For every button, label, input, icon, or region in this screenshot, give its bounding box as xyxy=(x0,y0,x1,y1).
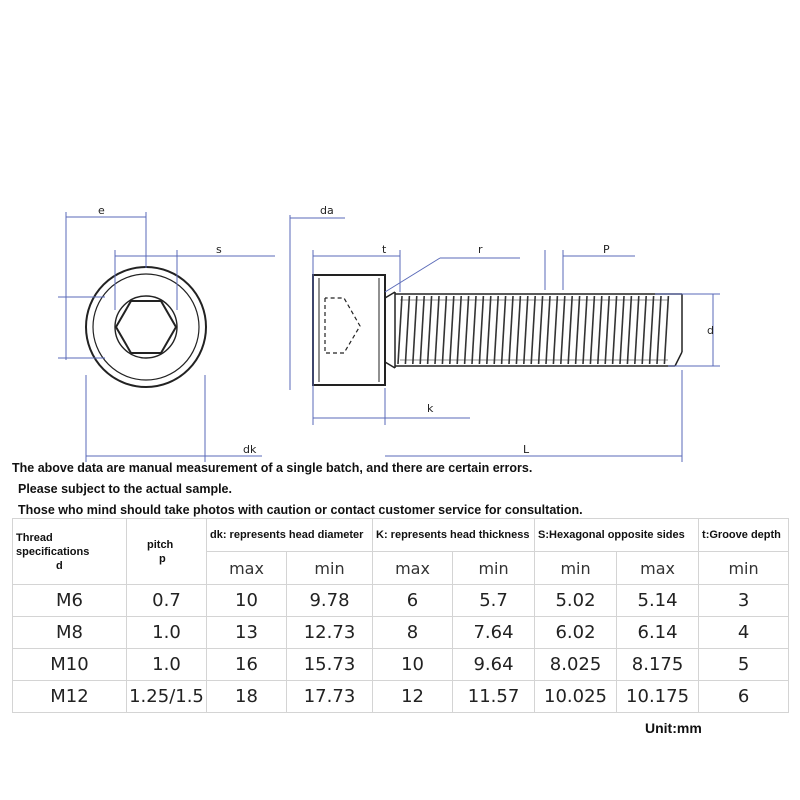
thread-line xyxy=(450,296,454,364)
thread-line xyxy=(465,296,469,364)
thread-line xyxy=(398,296,402,364)
thread-line xyxy=(657,296,661,364)
subheader-cell: max xyxy=(373,552,453,585)
label-L: L xyxy=(523,443,530,456)
table-cell: 6.02 xyxy=(535,617,617,649)
thread-line xyxy=(516,296,520,364)
header-dk: dk: represents head diameter xyxy=(207,519,373,552)
table-cell: 7.64 xyxy=(453,617,535,649)
thread-line xyxy=(405,296,409,364)
subheader-cell: min xyxy=(453,552,535,585)
subheader-cell: min xyxy=(699,552,789,585)
thread-line xyxy=(613,296,617,364)
header-pitch: pitch p xyxy=(127,519,207,585)
thread-line xyxy=(509,296,513,364)
end-view-dimension-lines xyxy=(58,212,275,462)
thread-line xyxy=(531,296,535,364)
thread-line xyxy=(635,296,639,364)
thread-line xyxy=(442,296,446,364)
thread-line xyxy=(642,296,646,364)
note-line-1: The above data are manual measurement of a single batch, and there are certain errors. xyxy=(12,461,533,475)
thread-line xyxy=(457,296,461,364)
table-cell: M12 xyxy=(13,681,127,713)
thread-line xyxy=(553,296,557,364)
subheader-cell: max xyxy=(207,552,287,585)
table-cell: 10 xyxy=(207,585,287,617)
table-cell: 5 xyxy=(699,649,789,681)
table-cell: 10.025 xyxy=(535,681,617,713)
table-cell: 10.175 xyxy=(617,681,699,713)
note-line-3: Those who mind should take photos with caution or contact customer service for consultation. xyxy=(18,503,583,517)
end-view xyxy=(86,267,206,387)
thread-line xyxy=(502,296,506,364)
label-dk: dk xyxy=(243,443,257,456)
table-cell: 18 xyxy=(207,681,287,713)
header-t: t:Groove depth xyxy=(699,519,789,552)
table-cell: 1.25/1.5 xyxy=(127,681,207,713)
unit-label: Unit:mm xyxy=(645,720,702,736)
header-thread-spec: Thread specifications d xyxy=(13,519,127,585)
label-k: k xyxy=(427,402,434,415)
thread-line xyxy=(435,296,439,364)
table-cell: 10 xyxy=(373,649,453,681)
table-row xyxy=(13,617,789,649)
table-cell: 6 xyxy=(699,681,789,713)
thread-line xyxy=(479,296,483,364)
table-cell: M10 xyxy=(13,649,127,681)
table-cell: 11.57 xyxy=(453,681,535,713)
thread-line xyxy=(605,296,609,364)
table-cell: M8 xyxy=(13,617,127,649)
thread-line xyxy=(494,296,498,364)
thread-line xyxy=(590,296,594,364)
thread-line xyxy=(546,296,550,364)
thread-line xyxy=(487,296,491,364)
table-row xyxy=(13,649,789,681)
subheader-cell: max xyxy=(617,552,699,585)
note-line-2: Please subject to the actual sample. xyxy=(18,482,232,496)
table-cell: 4 xyxy=(699,617,789,649)
table-cell: 8 xyxy=(373,617,453,649)
thread-line xyxy=(561,296,565,364)
table-cell: 1.0 xyxy=(127,617,207,649)
table-cell: 13 xyxy=(207,617,287,649)
label-s: s xyxy=(216,243,222,256)
thread-line xyxy=(428,296,432,364)
side-view xyxy=(313,275,682,385)
thread-line xyxy=(539,296,543,364)
table-cell: 9.78 xyxy=(287,585,373,617)
label-d: d xyxy=(707,324,714,337)
header-k: K: represents head thickness xyxy=(373,519,535,552)
thread-line xyxy=(627,296,631,364)
thread-line xyxy=(524,296,528,364)
table-row xyxy=(13,585,789,617)
specification-table xyxy=(12,518,789,713)
label-da: da xyxy=(320,204,334,217)
label-e: e xyxy=(98,204,105,217)
table-cell: 1.0 xyxy=(127,649,207,681)
disclaimer-notes xyxy=(12,458,583,521)
label-r: r xyxy=(478,243,483,256)
table-header-row xyxy=(13,519,789,552)
header-s: S:Hexagonal opposite sides xyxy=(535,519,699,552)
thread-line xyxy=(472,296,476,364)
table-cell: 6 xyxy=(373,585,453,617)
table-cell: 9.64 xyxy=(453,649,535,681)
label-t: t xyxy=(382,243,387,256)
table-cell: 16 xyxy=(207,649,287,681)
table-cell: 12 xyxy=(373,681,453,713)
table-cell: M6 xyxy=(13,585,127,617)
table-cell: 5.7 xyxy=(453,585,535,617)
thread-lines xyxy=(398,296,668,364)
table-cell: 8.025 xyxy=(535,649,617,681)
subheader-cell: min xyxy=(535,552,617,585)
side-view-dimension-lines xyxy=(290,215,720,462)
table-cell: 6.14 xyxy=(617,617,699,649)
thread-line xyxy=(598,296,602,364)
table-cell: 5.14 xyxy=(617,585,699,617)
table-row xyxy=(13,681,789,713)
table-cell: 3 xyxy=(699,585,789,617)
table-cell: 17.73 xyxy=(287,681,373,713)
thread-line xyxy=(664,296,668,364)
thread-line xyxy=(568,296,572,364)
subheader-cell: min xyxy=(287,552,373,585)
thread-line xyxy=(620,296,624,364)
table-cell: 15.73 xyxy=(287,649,373,681)
table-cell: 8.175 xyxy=(617,649,699,681)
table-cell: 0.7 xyxy=(127,585,207,617)
table-cell: 5.02 xyxy=(535,585,617,617)
thread-line xyxy=(413,296,417,364)
table-cell: 12.73 xyxy=(287,617,373,649)
thread-line xyxy=(583,296,587,364)
thread-line xyxy=(576,296,580,364)
thread-line xyxy=(650,296,654,364)
thread-line xyxy=(420,296,424,364)
label-P: P xyxy=(603,243,610,256)
